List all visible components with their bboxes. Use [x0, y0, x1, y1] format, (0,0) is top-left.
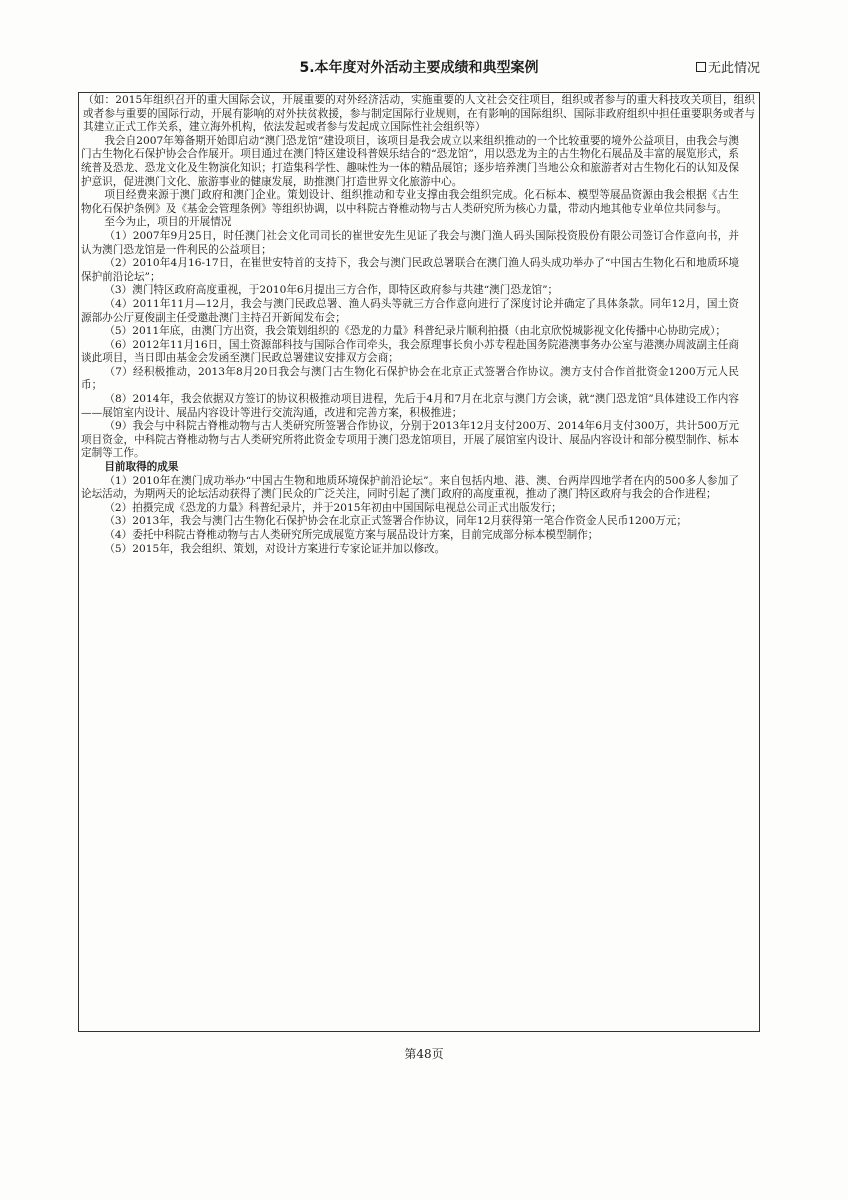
checkbox-label: 无此情况: [707, 61, 760, 76]
section-title: 5.本年度对外活动主要成绩和典型案例: [299, 60, 539, 76]
results-heading: 目前取得的成果: [104, 461, 179, 474]
intro-paragraph: 我会自2007年筹备期开始即启动“澳门恐龙馆”建设项目，该项目是我会成立以来组织推动的一个比较重要的境外公益项目，由我会与澳门古生物化石保护协会合作展开。项目通过在澳门特区建设科普娱乐结合的“恐龙馆”，用以恐龙为主的古生物化石展品及丰富的展览形式，系统普及恐龙、恐龙文化及生物演化知识；打造集科学性、趣味性为一体的精品展馆；逐步培养澳门当地公众和旅游者对古生物化石的认知及保护意识，促进澳门文化、旅游事业的健康发展，助推澳门打造世界文化旅游中心。: [81, 134, 739, 188]
result-item: （4）委托中科院古脊椎动物与古人类研究所完成展览方案与展品设计方案，目前完成部分标本模型制作；: [104, 529, 599, 541]
no-such-situation-checkbox[interactable]: [696, 57, 760, 76]
result-item: （1）2010年在澳门成功举办“中国古生物和地质环境保护前沿论坛”。来自包括内地、港、澳、台两岸四地学者在内的500多人参加了论坛活动，为期两天的论坛活动获得了澳门民众的广泛关注，同时引起了澳门政府的高度重视，推动了澳门特区政府与我会的合作进程；: [81, 474, 739, 501]
result-item: （2）拍摄完成《恐龙的力量》科普纪录片，并于2015年初由中国国际电视总公司正式出版发行；: [104, 501, 562, 514]
content-box: [78, 92, 760, 1032]
funding-paragraph: 项目经费来源于澳门政府和澳门企业。策划设计、组织推动和专业支撑由我会组织完成。化石标本、模型等展品资源由我会根据《古生物化石保护条例》及《基金会管理条例》等组织协调，以中科院古脊椎动物与古人类研究所为核心力量，带动内地其他专业单位共同参与。: [81, 189, 739, 215]
progress-intro: 至今为止，项目的开展情况: [104, 216, 232, 229]
result-item: （3）2013年，我会与澳门古生物化石保护协会在北京正式签署合作协议，同年12月获得第一笔合作资金人民币1200万元；: [104, 515, 687, 528]
progress-item: （4）2011年11月—12月，我会与澳门民政总署、渔人码头等就三方合作意向进行了深度讨论并确定了具体条款。同年12月，国土资源部办公厅夏俊副主任受邀赴澳门主持召开新闻发布会；: [81, 297, 739, 324]
progress-item: （5）2011年底，由澳门方出资，我会策划组织的《恐龙的力量》科普纪录片顺利拍摄（由北京欣悦城影视文化传播中心协助完成）；: [104, 325, 726, 338]
page-number: 第48页: [404, 1047, 444, 1061]
section-header: [78, 55, 760, 91]
progress-item: （6）2012年11月16日，国土资源部科技与国际合作司牵头，我会原理事长贠小苏专程赴国务院港澳事务办公室与港澳办周波副主任商谈此项目，当日即由基金会发函至澳门民政总署建议安排双方会商；: [81, 338, 739, 365]
progress-item: （2）2010年4月16-17日，在崔世安特首的支持下，我会与澳门民政总署联合在澳门渔人码头成功举办了“中国古生物化石和地质环境保护前沿论坛”；: [81, 257, 739, 283]
progress-item: （3）澳门特区政府高度重视，于2010年6月提出三方合作，即特区政府参与共建“澳门恐龙馆”；: [104, 284, 559, 297]
result-item: （5）2015年，我会组织、策划，对设计方案进行专家论证并加以修改。: [104, 542, 446, 555]
progress-item: （7）经积极推动，2013年8月20日我会与澳门古生物化石保护协会在北京正式签署合作协议。澳方支付合作首批资金1200万元人民币；: [81, 365, 739, 392]
checkbox-square-icon[interactable]: [696, 62, 706, 72]
progress-item: （8）2014年，我会依据双方签订的协议积极推动项目进程，先后于4月和7月在北京与澳门方会谈，就“澳门恐龙馆”具体建设工作内容——展馆室内设计、展品内容设计等进行交流沟通，改进和完善方案，积极推进；: [81, 393, 739, 419]
progress-item: （1）2007年9月25日，时任澳门社会文化司司长的崔世安先生见证了我会与澳门渔人码头国际投资股份有限公司签订合作意向书，并认为澳门恐龙馆是一件利民的公益项目；: [81, 229, 739, 256]
progress-item: （9）我会与中科院古脊椎动物与古人类研究所签署合作协议，分别于2013年12月支付200万、2014年6月支付300万，共计500万元项目资金，中科院古脊椎动物与古人类研究所将此资金专项用于澳门恐龙馆项目，开展了展馆室内设计、展品内容设计和部分模型制作、标本定制等工作。: [81, 420, 739, 460]
instruction-note: （如：2015年组织召开的重大国际会议，开展重要的对外经济活动，实施重要的人文社会交往项目，组织或者参与的重大科技攻关项目，组织或者参与重要的国际行动，开展有影响的对外扶贫救援，参与制定国际行业规则，在有影响的国际组织、国际非政府组织中担任重要职务或者与其建立正式工作关系，建立海外机构，依法发起或者参与发起成立国际性社会组织等）: [83, 94, 755, 134]
